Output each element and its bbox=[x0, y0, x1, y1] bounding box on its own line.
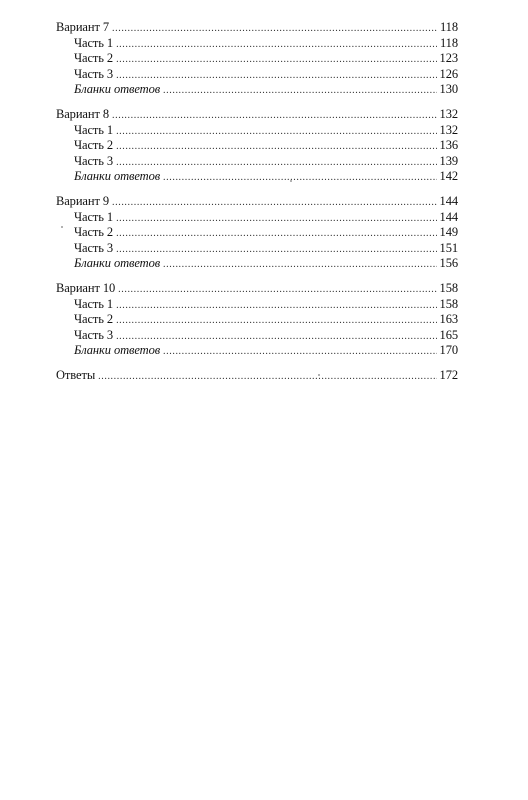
toc-page-number: 158 bbox=[439, 296, 458, 311]
toc-section-answers bbox=[56, 368, 458, 384]
scan-speck bbox=[61, 226, 63, 228]
toc-entry-variant-8[interactable] bbox=[56, 107, 458, 123]
dot-leader bbox=[116, 298, 436, 314]
toc-entry-answer-forms[interactable] bbox=[56, 169, 458, 185]
toc-entry-variant-9[interactable] bbox=[56, 194, 458, 210]
toc-entry-title: Часть 2 bbox=[74, 138, 114, 153]
toc-entry-part[interactable] bbox=[56, 36, 458, 52]
toc-entry-title: Часть 3 bbox=[74, 66, 114, 81]
toc-entry-title: Часть 3 bbox=[74, 240, 114, 255]
toc-page-number: 144 bbox=[439, 193, 458, 208]
toc-entry-part[interactable] bbox=[56, 154, 458, 170]
dot-leader bbox=[98, 369, 436, 385]
toc-page-number: 132 bbox=[439, 106, 458, 121]
toc-entry-title: Часть 1 bbox=[74, 35, 114, 50]
toc-page-number: 158 bbox=[439, 280, 458, 295]
toc-page-number: 142 bbox=[439, 169, 458, 184]
dot-leader bbox=[116, 226, 436, 242]
scan-speck bbox=[318, 374, 320, 376]
toc-page-number: 126 bbox=[439, 66, 458, 81]
dot-leader bbox=[116, 68, 436, 84]
dot-leader bbox=[116, 211, 436, 227]
toc-entry-answer-forms[interactable] bbox=[56, 343, 458, 359]
toc-page-number: 165 bbox=[439, 327, 458, 342]
toc-page-number: 170 bbox=[439, 343, 458, 358]
toc-entry-title: Часть 3 bbox=[74, 327, 114, 342]
toc-entry-part[interactable] bbox=[56, 138, 458, 154]
dot-leader bbox=[116, 313, 436, 329]
toc-page-number: 130 bbox=[439, 82, 458, 97]
toc-entry-part[interactable] bbox=[56, 297, 458, 313]
toc-page-number: 151 bbox=[439, 240, 458, 255]
toc-entry-title: Часть 3 bbox=[74, 153, 114, 168]
dot-leader bbox=[112, 108, 437, 124]
toc-entry-part[interactable] bbox=[56, 67, 458, 83]
dot-leader bbox=[116, 139, 436, 155]
toc-entry-title: Часть 1 bbox=[74, 296, 114, 311]
toc-page-number: 156 bbox=[439, 256, 458, 271]
toc-entry-title: Часть 2 bbox=[74, 51, 114, 66]
toc-entry-title: Ответы bbox=[56, 367, 96, 382]
dot-leader bbox=[112, 195, 437, 211]
toc-page-number: 123 bbox=[439, 51, 458, 66]
toc-entry-part[interactable] bbox=[56, 210, 458, 226]
toc-page-number: 163 bbox=[439, 312, 458, 327]
toc-entry-variant-7[interactable] bbox=[56, 20, 458, 36]
toc-entry-title: Вариант 10 bbox=[56, 280, 116, 295]
toc-page-number: 132 bbox=[439, 122, 458, 137]
toc-entry-title: Часть 2 bbox=[74, 312, 114, 327]
dot-leader bbox=[163, 83, 437, 99]
dot-leader bbox=[116, 155, 436, 171]
toc-page-number: 118 bbox=[440, 35, 458, 50]
dot-leader bbox=[112, 21, 437, 37]
dot-leader bbox=[116, 124, 436, 140]
toc-entry-part[interactable] bbox=[56, 312, 458, 328]
toc-entry-answer-forms[interactable] bbox=[56, 256, 458, 272]
toc-entry-variant-10[interactable] bbox=[56, 281, 458, 297]
toc-entry-title: Вариант 8 bbox=[56, 106, 110, 121]
toc-entry-title: Вариант 9 bbox=[56, 193, 110, 208]
toc-entry-title: Бланки ответов bbox=[74, 82, 161, 97]
toc-entry-title: Часть 1 bbox=[74, 209, 114, 224]
toc-entry-title: Бланки ответов bbox=[74, 169, 161, 184]
toc-section-variant-8 bbox=[56, 107, 458, 185]
toc-entry-part[interactable] bbox=[56, 241, 458, 257]
toc-page-number: 144 bbox=[439, 209, 458, 224]
toc-entry-title: Часть 2 bbox=[74, 225, 114, 240]
dot-leader bbox=[163, 257, 437, 273]
toc-entry-part[interactable] bbox=[56, 328, 458, 344]
toc-section-variant-7 bbox=[56, 20, 458, 98]
toc-entry-part[interactable] bbox=[56, 225, 458, 241]
toc-entry-answers[interactable] bbox=[56, 368, 458, 384]
toc-entry-title: Часть 1 bbox=[74, 122, 114, 137]
dot-leader bbox=[116, 242, 436, 258]
toc-entry-answer-forms[interactable] bbox=[56, 82, 458, 98]
toc-section-variant-10 bbox=[56, 281, 458, 359]
dot-leader bbox=[163, 344, 437, 360]
dot-leader bbox=[116, 52, 436, 68]
toc-page-number: 136 bbox=[439, 138, 458, 153]
toc-page-number: 118 bbox=[440, 20, 458, 34]
scan-speck bbox=[290, 180, 292, 182]
toc-entry-title: Бланки ответов bbox=[74, 343, 161, 358]
toc-page-number: 139 bbox=[439, 153, 458, 168]
toc-entry-title: Бланки ответов bbox=[74, 256, 161, 271]
toc-entry-part[interactable] bbox=[56, 123, 458, 139]
dot-leader bbox=[116, 329, 436, 345]
dot-leader bbox=[118, 282, 436, 298]
toc-section-variant-9 bbox=[56, 194, 458, 272]
dot-leader bbox=[116, 37, 437, 53]
toc-page-number: 149 bbox=[439, 225, 458, 240]
dot-leader bbox=[163, 170, 437, 186]
table-of-contents bbox=[56, 20, 458, 392]
toc-entry-title: Вариант 7 bbox=[56, 20, 110, 34]
toc-entry-part[interactable] bbox=[56, 51, 458, 67]
toc-page-number: 172 bbox=[439, 367, 458, 382]
